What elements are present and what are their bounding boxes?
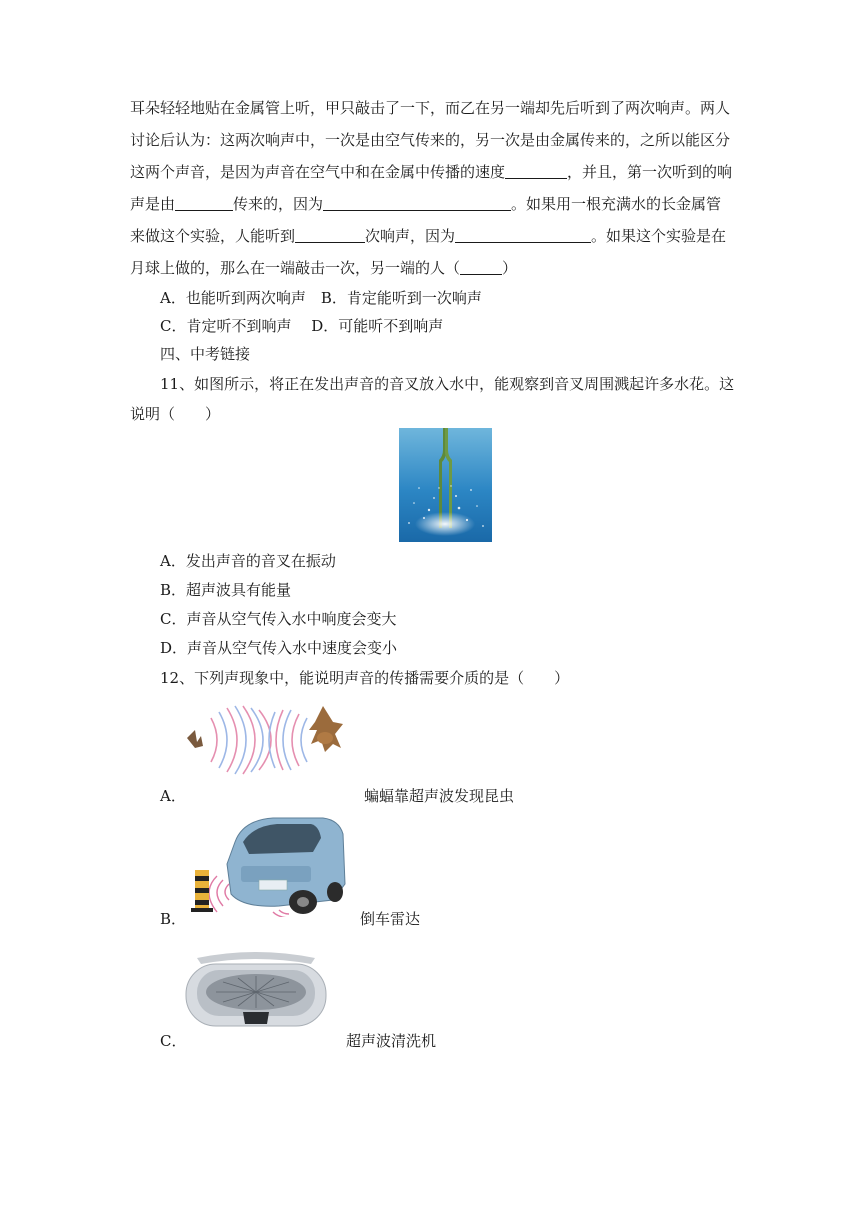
section-heading: 四、中考链接 — [160, 345, 251, 363]
q11-option-d: D．声音从空气传入水中速度会变小 — [160, 639, 398, 657]
q11-stem-line-1: 11、如图所示，将正在发出声音的音叉放入水中，能观察到音叉周围溅起许多水花。这 — [160, 375, 735, 393]
tuning-fork-water-image — [399, 428, 492, 542]
paragraph-line-4 — [130, 194, 721, 214]
ultrasonic-cleaner-image — [183, 950, 329, 1030]
q12-option-b-letter: B． — [160, 910, 187, 928]
paragraph-line-1: 耳朵轻轻地贴在金属管上听，甲只敲击了一下，而乙在另一端却先后听到了两次响声。两人 — [130, 99, 731, 117]
q11-option-a: A．发出声音的音叉在振动 — [160, 552, 336, 570]
q12-option-b-caption: 倒车雷达 — [360, 910, 421, 928]
paragraph-text: 传来的，因为 — [233, 195, 324, 213]
paragraph-text: 。如果这个实验是在 — [591, 227, 727, 245]
paragraph-line-5 — [130, 226, 726, 246]
q12-option-a-letter: A． — [160, 787, 186, 805]
paragraph-text: 。如果用一根充满水的长金属管 — [511, 195, 722, 213]
answer-blank — [460, 259, 502, 275]
q11-stem-line-2: 说明（ ） — [130, 405, 221, 423]
answer-blank — [505, 163, 567, 179]
answer-blank — [455, 227, 591, 243]
q11-option-b: B．超声波具有能量 — [160, 581, 292, 599]
paragraph-text: 这两个声音，是因为声音在空气中和在金属中传播的速度 — [130, 163, 506, 181]
q11-option-c: C．声音从空气传入水中响度会变大 — [160, 610, 397, 628]
answer-blank — [175, 195, 233, 211]
q12-option-a-caption: 蝙蝠靠超声波发现昆虫 — [364, 787, 515, 805]
paragraph-text: 来做这个实验，人能听到 — [130, 227, 296, 245]
paragraph-text: 月球上做的，那么在一端敲击一次，另一端的人（ — [130, 259, 461, 277]
paragraph-text: 次响声，因为 — [365, 227, 456, 245]
paragraph-line-3 — [130, 162, 732, 182]
q12-option-c-letter: C． — [160, 1032, 187, 1050]
answer-blank — [295, 227, 365, 243]
bat-ultrasound-image — [183, 700, 345, 780]
q10-options-row-2: C．肯定听不到响声 D．可能听不到响声 — [160, 317, 444, 335]
q12-stem: 12、下列声现象中，能说明声音的传播需要介质的是（ ） — [160, 669, 570, 687]
answer-blank — [323, 195, 511, 211]
paragraph-text: ） — [502, 259, 518, 277]
paragraph-text: ，并且，第一次听到的响 — [567, 163, 733, 181]
paragraph-line-6 — [130, 258, 517, 278]
q10-options-row-1: A．也能听到两次响声 B．肯定能听到一次响声 — [160, 289, 482, 307]
q12-option-c-caption: 超声波清洗机 — [346, 1032, 437, 1050]
reversing-radar-car-image — [183, 814, 346, 917]
paragraph-text: 声是由 — [130, 195, 176, 213]
paragraph-line-2: 讨论后认为：这两次响声中，一次是由空气传来的，另一次是由金属传来的，之所以能区分 — [130, 131, 731, 149]
